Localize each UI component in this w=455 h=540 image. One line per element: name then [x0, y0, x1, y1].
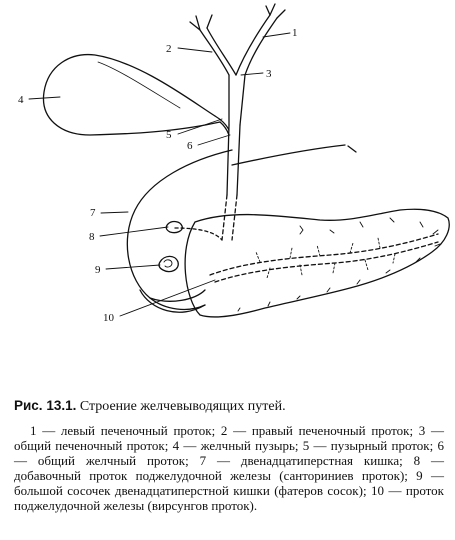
label-9: 9	[95, 264, 101, 276]
caption-title-text: Строение желчевыводящих путей.	[79, 399, 286, 414]
figure-caption	[14, 397, 444, 513]
label-3: 3	[266, 68, 272, 80]
label-10: 10	[103, 312, 114, 324]
right-hepatic-duct	[200, 30, 229, 75]
pancreas	[185, 209, 449, 317]
label-6: 6	[187, 140, 193, 152]
duodenum	[127, 150, 232, 309]
major-duodenal-papilla	[159, 256, 178, 271]
label-7: 7	[90, 207, 96, 219]
label-2: 2	[166, 43, 172, 55]
label-8: 8	[89, 231, 95, 243]
label-5: 5	[166, 129, 172, 141]
caption-prefix: Рис. 13.1.	[14, 398, 77, 413]
gallbladder	[43, 55, 220, 135]
label-1: 1	[292, 27, 298, 39]
liver-edge	[232, 145, 345, 165]
label-4: 4	[18, 94, 24, 106]
caption-title	[14, 397, 444, 415]
caption-legend: 1 — левый печеночный проток; 2 — правый печеночный проток; 3 — общий печеночный проток; 4 — желчный пузырь; 5 — пузырный проток; 6 — общий желчный проток; 7 — двенадцатиперстная кишка; 8 — добавочный проток поджелудочной железы (санториниев проток); 9 — большой сосочек двенадцатиперстной кишки (фатеров сосок); 10 — проток поджелудочной железы (вирсунгов проток).	[14, 423, 444, 513]
left-hepatic-duct	[236, 15, 270, 75]
common-hepatic-duct	[229, 75, 245, 125]
